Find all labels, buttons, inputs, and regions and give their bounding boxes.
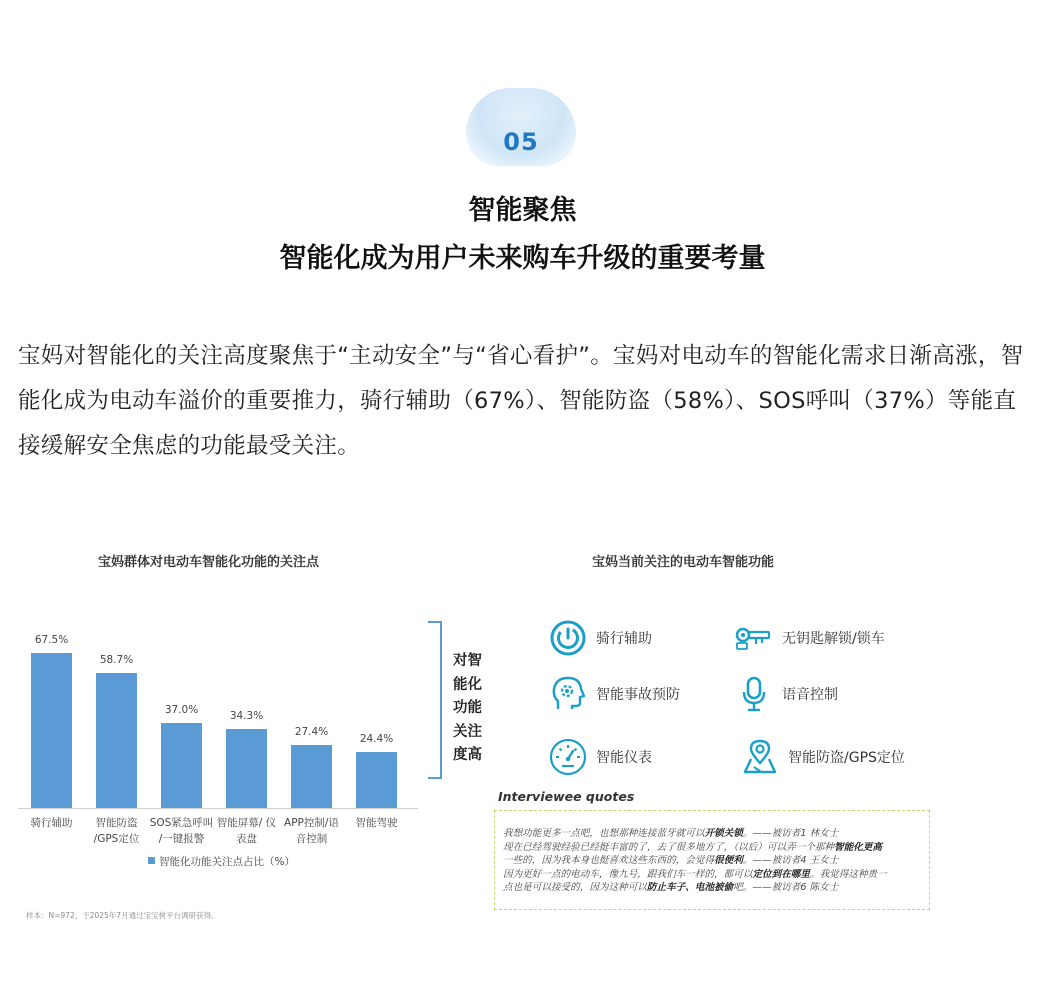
feature-smart-dashboard bbox=[548, 737, 652, 777]
intro-paragraph: 宝妈对智能化的关注高度聚焦于“主动安全”与“省心看护”。宝妈对电动车的智能化需求日渐高涨，智能化成为电动车溢价的重要推力，骑行辅助（67%）、智能防盗（58%）、SOS呼叫（37%）等能直接缓解安全焦虑的功能最受关注。 bbox=[18, 343, 1024, 459]
feature-label: 智能仪表 bbox=[596, 750, 652, 766]
section-badge bbox=[466, 88, 576, 166]
power-icon bbox=[548, 618, 588, 658]
bar-value-label: 27.4% bbox=[294, 726, 329, 739]
quote-line: 一些的，因为我本身也挺喜欢这些东西的，会觉得很便利。——被访者4 王女士 bbox=[503, 855, 839, 867]
side-note-line: 功能 bbox=[453, 700, 482, 716]
feature-label: 智能事故预防 bbox=[596, 687, 680, 703]
page-subtitle: 智能化成为用户未来购车升级的重要考量 bbox=[279, 243, 766, 274]
section-number: 05 bbox=[503, 128, 539, 156]
right-panel-title: 宝妈当前关注的电动车智能功能 bbox=[592, 555, 775, 570]
bar-value-label: 58.7% bbox=[99, 654, 134, 667]
side-note-line: 能化 bbox=[453, 676, 482, 693]
feature-accident-prevention bbox=[548, 674, 680, 714]
feature-anti-theft-gps bbox=[740, 737, 905, 777]
feature-ride-assist bbox=[548, 618, 652, 658]
left-chart-title: 宝妈群体对电动车智能化功能的关注点 bbox=[98, 555, 320, 570]
quotes-box bbox=[494, 810, 930, 910]
bar-category-label: SOS紧急呼叫 /一键报警 bbox=[149, 817, 214, 845]
feature-label: 语音控制 bbox=[782, 687, 838, 703]
quote-line: 我想功能更多一点吧，也想那种连接蓝牙就可以开锁关锁。——被访者1 林女士 bbox=[503, 828, 839, 839]
chart-bar bbox=[96, 673, 137, 808]
legend-label: 智能化功能关注点占比（%） bbox=[159, 856, 295, 868]
chart-bar bbox=[161, 723, 202, 808]
key-icon bbox=[734, 618, 774, 658]
gauge-icon bbox=[548, 737, 588, 777]
side-note-line: 关注 bbox=[453, 723, 482, 740]
quotes-title: Interviewee quotes bbox=[498, 789, 635, 804]
quote-line: 因为更好一点的电动车，像九号，跟我们车一样的，都可以定位到在哪里。我觉得这种贵一 bbox=[503, 868, 887, 880]
side-note-line: 度高 bbox=[453, 747, 482, 763]
chart-legend bbox=[148, 854, 295, 869]
bar-category-label: APP控制/语 音控制 bbox=[284, 817, 339, 845]
chart-bar bbox=[31, 653, 72, 808]
feature-label: 智能防盗/GPS定位 bbox=[788, 750, 905, 766]
bar-value-label: 67.5% bbox=[34, 634, 69, 647]
microphone-icon bbox=[734, 674, 774, 714]
bar-value-label: 24.4% bbox=[359, 733, 394, 746]
bar-category-label: 智能驾驶 bbox=[355, 817, 398, 829]
side-note-line: 对智 bbox=[453, 653, 482, 669]
head-gear-icon bbox=[548, 674, 588, 714]
feature-label: 骑行辅助 bbox=[596, 631, 652, 647]
feature-voice-control bbox=[734, 674, 838, 714]
chart-bar bbox=[356, 752, 397, 808]
sample-note: 样本：N=972，于2025年7月通过宝宝树平台调研获得。 bbox=[26, 911, 219, 920]
chart-x-axis bbox=[18, 808, 418, 809]
bracket-divider bbox=[428, 621, 442, 779]
feature-keyless bbox=[734, 618, 885, 658]
chart-bar bbox=[291, 745, 332, 808]
bar-category-label: 智能屏幕/ 仪 表盘 bbox=[216, 817, 277, 845]
legend-swatch bbox=[148, 857, 155, 864]
bar-category-label: 智能防盗 /GPS定位 bbox=[93, 817, 140, 845]
map-pin-icon bbox=[740, 737, 780, 777]
side-note bbox=[453, 650, 489, 768]
chart-bar bbox=[226, 729, 267, 808]
feature-label: 无钥匙解锁/锁车 bbox=[782, 631, 885, 647]
bar-value-label: 37.0% bbox=[164, 704, 199, 717]
quote-line: 现在已经驾驶经验已经挺丰富的了，去了很多地方了，（以后）可以弄一个那种智能化更高 bbox=[503, 841, 882, 853]
bar-value-label: 34.3% bbox=[229, 710, 264, 723]
bar-category-label: 骑行辅助 bbox=[30, 817, 73, 829]
page-title: 智能聚焦 bbox=[468, 195, 577, 226]
quote-line: 点也是可以接受的，因为这种可以防止车子、电池被偷吧。——被访者6 陈女士 bbox=[503, 882, 839, 894]
